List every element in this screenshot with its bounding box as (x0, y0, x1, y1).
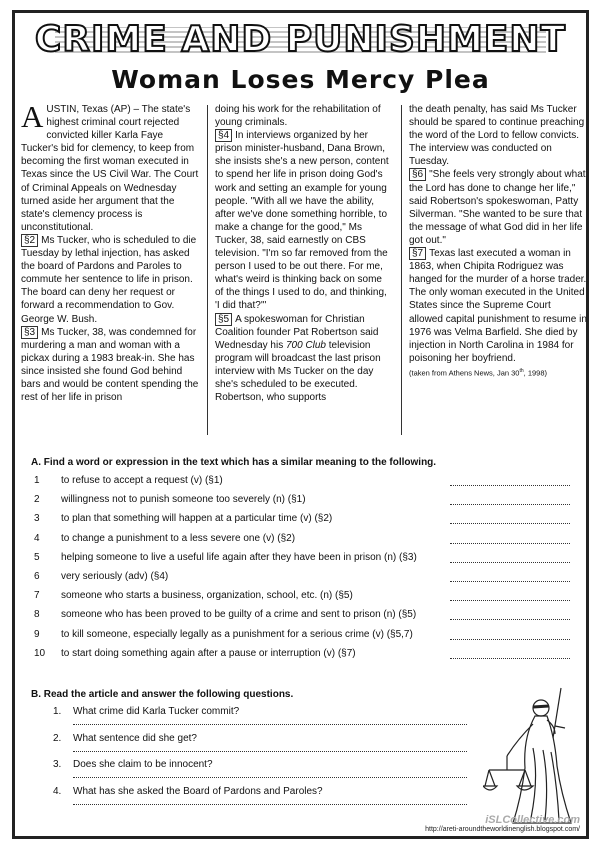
answer-line[interactable] (450, 651, 570, 659)
paragraph-7: §7 Texas last executed a woman in 1863, when Chipita Rodriguez was hanged for the murder of a horse trader. The only woman executed in the United States since the Supreme Court allowed capital punishment to resume in 1976 was Velma Barfield. She died by injection in North Carolina in 1984 for poisoning her boyfriend. (409, 248, 587, 364)
drop-cap: A (21, 99, 44, 134)
worksheet-page (12, 10, 589, 839)
article-column-2 (215, 103, 393, 404)
column-divider (207, 105, 208, 435)
vocab-item: 9 to kill someone, especially legally as a punishment for a serious crime (v) (§5,7) (31, 628, 576, 647)
paragraph-5-cont: the death penalty, has said Ms Tucker should be spared to continue preaching the word of the Lord to fellow convicts. The interview was conducted on Tuesday. (409, 104, 585, 168)
vocab-item: 4 to change a punishment to a less severe one (v) (§2) (31, 532, 576, 551)
question-item: 4. What has she asked the Board of Pardons and Paroles? (31, 786, 471, 813)
section-b-heading: B. Read the article and answer the following questions. (31, 689, 294, 700)
answer-line[interactable] (450, 497, 570, 505)
vocab-item: 10 to start doing something again after a pause or interruption (v) (§7) (31, 647, 576, 666)
answer-line[interactable] (450, 516, 570, 524)
column-divider (401, 105, 402, 435)
answer-line[interactable] (73, 804, 467, 805)
answer-line[interactable] (450, 593, 570, 601)
answer-line[interactable] (450, 612, 570, 620)
source-url[interactable]: http://areti-aroundtheworldinenglish.blogspot.com/ (425, 826, 580, 833)
paragraph-3: §3 Ms Tucker, 38, was condemned for murdering a man and woman with a pickax during a 1983 break-in. She has since insisted she found God behind bars and would be content spending the rest of her life in prison (21, 326, 199, 404)
site-brand: iSLCollective.com (485, 814, 580, 826)
section-marker-4: §4 (215, 129, 232, 142)
page-title: CRIME AND PUNISHMENT (34, 19, 567, 60)
answer-line[interactable] (73, 751, 467, 752)
vocab-item: 8 someone who has been proved to be guilty of a crime and sent to prison (n) (§5) (31, 608, 576, 627)
vocab-item: 5 helping someone to live a useful life again after they have been in prison (n) (§3) (31, 551, 576, 570)
section-marker-5: §5 (215, 313, 232, 326)
vocab-item: 7 someone who starts a business, organization, school, etc. (n) (§5) (31, 589, 576, 608)
lady-justice-illustration (483, 678, 587, 828)
paragraph-5: §5 A spokeswoman for Christian Coalition founder Pat Robertson said Wednesday his 700 Club television program will broadcast the last prison interview with Ms Tucker on the day she's scheduled to be executed. Robertson, who supports (215, 313, 381, 404)
vocab-item: 2 willingness not to punish someone too severely (n) (§1) (31, 493, 576, 512)
question-item: 1. What crime did Karla Tucker commit? (31, 706, 471, 733)
paragraph-6: §6 "She feels very strongly about what the Lord has done to change her life," said Robertson's spokeswoman, Patty Silverman. "She wanted to be sure that the message of what God did in her life got out." (409, 169, 586, 246)
answer-line[interactable] (73, 724, 467, 725)
vocab-item: 3 to plan that something will happen at a particular time (v) (§2) (31, 512, 576, 531)
paragraph-3-cont: doing his work for the rehabilitation of young criminals. (215, 104, 381, 129)
section-marker-3: §3 (21, 326, 38, 339)
article-column-3 (409, 103, 587, 379)
section-a-heading: A. Find a word or expression in the text which has a similar meaning to the following. (31, 457, 437, 468)
question-item: 2. What sentence did she get? (31, 733, 471, 760)
question-item: 3. Does she claim to be innocent? (31, 759, 471, 786)
section-marker-2: §2 (21, 234, 38, 247)
vocab-item: 6 very seriously (adv) (§4) (31, 570, 576, 589)
paragraph-2: §2 Ms Tucker, who is scheduled to die Tuesday by lethal injection, has asked the board of Pardons and Paroles to commute her sentence to life in prison. The board can deny her request or forward a recommendation to Gov. George W. Bush. (21, 234, 197, 325)
answer-line[interactable] (450, 536, 570, 544)
article-headline: Woman Loses Mercy Plea (111, 65, 490, 94)
article (19, 99, 587, 443)
section-marker-7: §7 (409, 247, 426, 260)
vocabulary-list (31, 474, 576, 666)
answer-line[interactable] (73, 777, 467, 778)
article-column-1 (21, 99, 199, 404)
section-marker-6: §6 (409, 168, 426, 181)
footer (425, 814, 580, 833)
answer-line[interactable] (450, 478, 570, 486)
vocab-item: 1 to refuse to accept a request (v) (§1) (31, 474, 576, 493)
article-source: (taken from Athens News, Jan 30th, 1998) (409, 367, 548, 378)
answer-line[interactable] (450, 555, 570, 563)
answer-line[interactable] (450, 574, 570, 582)
question-list (31, 706, 471, 812)
answer-line[interactable] (450, 632, 570, 640)
paragraph-4: §4 In interviews organized by her prison minister-husband, Dana Brown, she insists she's a new person, content to spend her life in prison doing God's work and setting an example for young people. "With all we have the ability, after we've done something horrible, to make a change for the good," Ms Tucker, 38, said earnestly on CBS television. "I'm so far removed from the person I used to be out there. For me, what's weird is thinking back on some of the things I used to do, and thinking, 'I did that?'" (215, 130, 389, 312)
section-a (31, 457, 576, 666)
section-b (31, 689, 471, 812)
paragraph-1: AUSTIN, Texas (AP) – The state's highest criminal court rejected convicted killer Karla Faye Tucker's bid for clemency, to keep from becoming the first woman executed in Texas since the US Civil War. The Court of Criminal Appeals on Wednesday turned aside her argument that the state's clemency process is unconstitutional. (21, 99, 199, 233)
